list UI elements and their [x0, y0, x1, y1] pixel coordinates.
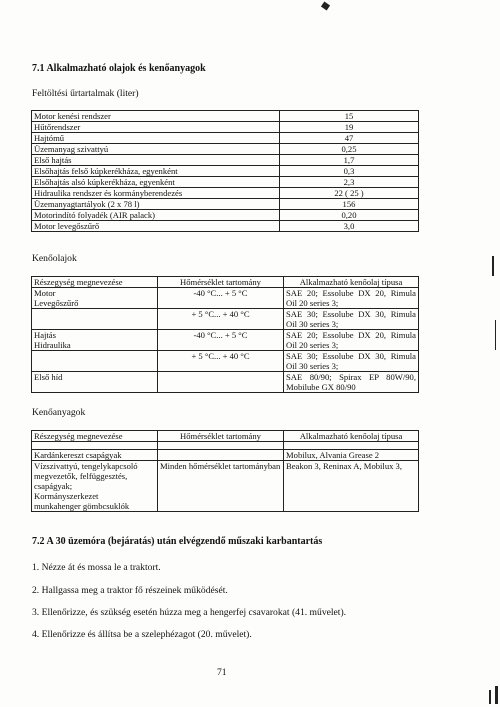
capacity-row	[32, 188, 419, 199]
column-header: Alkalmazható kenőolaj típusa	[284, 277, 419, 288]
column-header: Alkalmazható kenőolaj típusa	[284, 431, 419, 442]
spacer-cell	[158, 442, 284, 450]
page-number: 71	[217, 667, 227, 678]
capacity-row	[32, 221, 419, 232]
grease-row	[32, 461, 419, 512]
capacity-name: Motor kenési rendszer	[32, 111, 280, 122]
header-row	[32, 277, 419, 288]
scan-mark-right-2	[495, 320, 496, 350]
step-3: 3. Ellenőrizze, és szükség esetén húzza meg a hengerfej csavarokat (41. művelet).	[32, 607, 347, 618]
capacity-value: 0,20	[280, 210, 419, 221]
scan-mark-right-4	[495, 686, 498, 704]
temp-cell: Minden hőmérséklet tartományban	[158, 461, 284, 512]
temp-cell: -40 °C... + 5 °C	[158, 330, 284, 351]
capacity-name: Üzemanyagtartályok (2 x 78 l)	[32, 199, 280, 210]
temp-cell: + 5 °C... + 40 °C	[158, 309, 284, 330]
capacity-name: Hajtómű	[32, 133, 280, 144]
column-header: Hőmérséklet tartomány	[158, 277, 284, 288]
oil-row	[32, 330, 419, 351]
capacity-name: Elsőhajtás felső kúpkerékháza, egyenként	[32, 166, 280, 177]
step-2: 2. Hallgassa meg a traktor fő részeinek működését.	[32, 585, 228, 596]
scan-mark-top	[321, 2, 330, 11]
capacity-value: 15	[280, 111, 419, 122]
capacity-name: Első hajtás	[32, 155, 280, 166]
part-cell: Motor Levegőszűrő	[32, 288, 158, 309]
part-cell	[32, 309, 158, 330]
grease-table	[31, 430, 419, 512]
spacer-row	[32, 442, 419, 450]
capacity-value: 0,3	[280, 166, 419, 177]
oils-heading: Kenőolajok	[32, 253, 77, 264]
oil-cell: SAE 20; Essolube DX 20, Rimula Oil 20 series 3;	[284, 288, 419, 309]
capacity-row	[32, 122, 419, 133]
spacer-cell	[32, 442, 158, 450]
capacity-name: Üzemanyag szivattyú	[32, 144, 280, 155]
capacity-row	[32, 166, 419, 177]
oils-table	[31, 276, 419, 393]
temp-cell: -40 °C... + 5 °C	[158, 288, 284, 309]
capacity-value: 47	[280, 133, 419, 144]
oil-cell: SAE 30; Essolube DX 30, Rimula Oil 30 series 3;	[284, 309, 419, 330]
oil-row	[32, 309, 419, 330]
capacity-name: Hűtőrendszer	[32, 122, 280, 133]
header-row	[32, 431, 419, 442]
capacity-name: Elsőhajtás alsó kúpkerékháza, egyenként	[32, 177, 280, 188]
temp-cell: + 5 °C... + 40 °C	[158, 351, 284, 372]
capacity-row	[32, 144, 419, 155]
capacity-value: 156	[280, 199, 419, 210]
column-header: Részegység megnevezése	[32, 431, 158, 442]
section2-title: 7.2 A 30 üzemóra (bejáratás) után elvégzendő műszaki karbantartás	[32, 536, 323, 547]
oil-cell: Beakon 3, Reninax A, Mobilux 3,	[284, 461, 419, 512]
part-cell: Hajtás Hidraulika	[32, 330, 158, 351]
capacity-value: 22 ( 25 )	[280, 188, 419, 199]
capacity-value: 2,3	[280, 177, 419, 188]
capacity-value: 1,7	[280, 155, 419, 166]
capacity-name: Motor levegőszűrő	[32, 221, 280, 232]
step-1: 1. Nézze át és mossa le a traktort.	[32, 562, 161, 573]
column-header: Részegység megnevezése	[32, 277, 158, 288]
part-cell: Kardánkereszt csapágyak	[32, 450, 158, 461]
scan-mark-right-1	[492, 256, 494, 276]
spacer-cell	[284, 442, 419, 450]
oil-cell: SAE 20; Essolube DX 20, Rimula Oil 20 series 3;	[284, 330, 419, 351]
capacity-row	[32, 155, 419, 166]
capacity-heading: Feltöltési űrtartalmak (liter)	[32, 88, 139, 99]
oil-row	[32, 372, 419, 393]
temp-cell	[158, 372, 284, 393]
capacity-row	[32, 177, 419, 188]
oil-cell: Mobilux, Alvania Grease 2	[284, 450, 419, 461]
step-4: 4. Ellenőrizze és állítsa be a szelephézagot (20. művelet).	[32, 629, 252, 640]
temp-cell	[158, 450, 284, 461]
capacity-value: 0,25	[280, 144, 419, 155]
capacity-row	[32, 133, 419, 144]
oil-cell: SAE 80/90; Spirax EP 80W/90, Mobilube GX 80/90	[284, 372, 419, 393]
part-cell	[32, 351, 158, 372]
oil-row	[32, 288, 419, 309]
capacity-value: 19	[280, 122, 419, 133]
capacity-row	[32, 210, 419, 221]
oil-cell: SAE 30; Essolube DX 30, Rimula Oil 30 series 3;	[284, 351, 419, 372]
scan-mark-right-3	[489, 690, 491, 704]
capacity-name: Hidraulika rendszer és kormányberendezés	[32, 188, 280, 199]
capacity-row	[32, 111, 419, 122]
column-header: Hőmérséklet tartomány	[158, 431, 284, 442]
capacity-table	[31, 110, 419, 232]
grease-heading: Kenőanyagok	[32, 407, 86, 418]
section-title: 7.1 Alkalmazható olajok és kenőanyagok	[32, 63, 206, 74]
capacity-row	[32, 199, 419, 210]
part-cell: Vízszivattyú, tengelykapcsoló megvezetők, felfüggesztés, csapágyak; Kormányszerkezet munkahenger gömbcsuklók	[32, 461, 158, 512]
oil-row	[32, 351, 419, 372]
part-cell: Első híd	[32, 372, 158, 393]
capacity-value: 3,0	[280, 221, 419, 232]
capacity-name: Motorindító folyadék (AIR palack)	[32, 210, 280, 221]
grease-row	[32, 450, 419, 461]
